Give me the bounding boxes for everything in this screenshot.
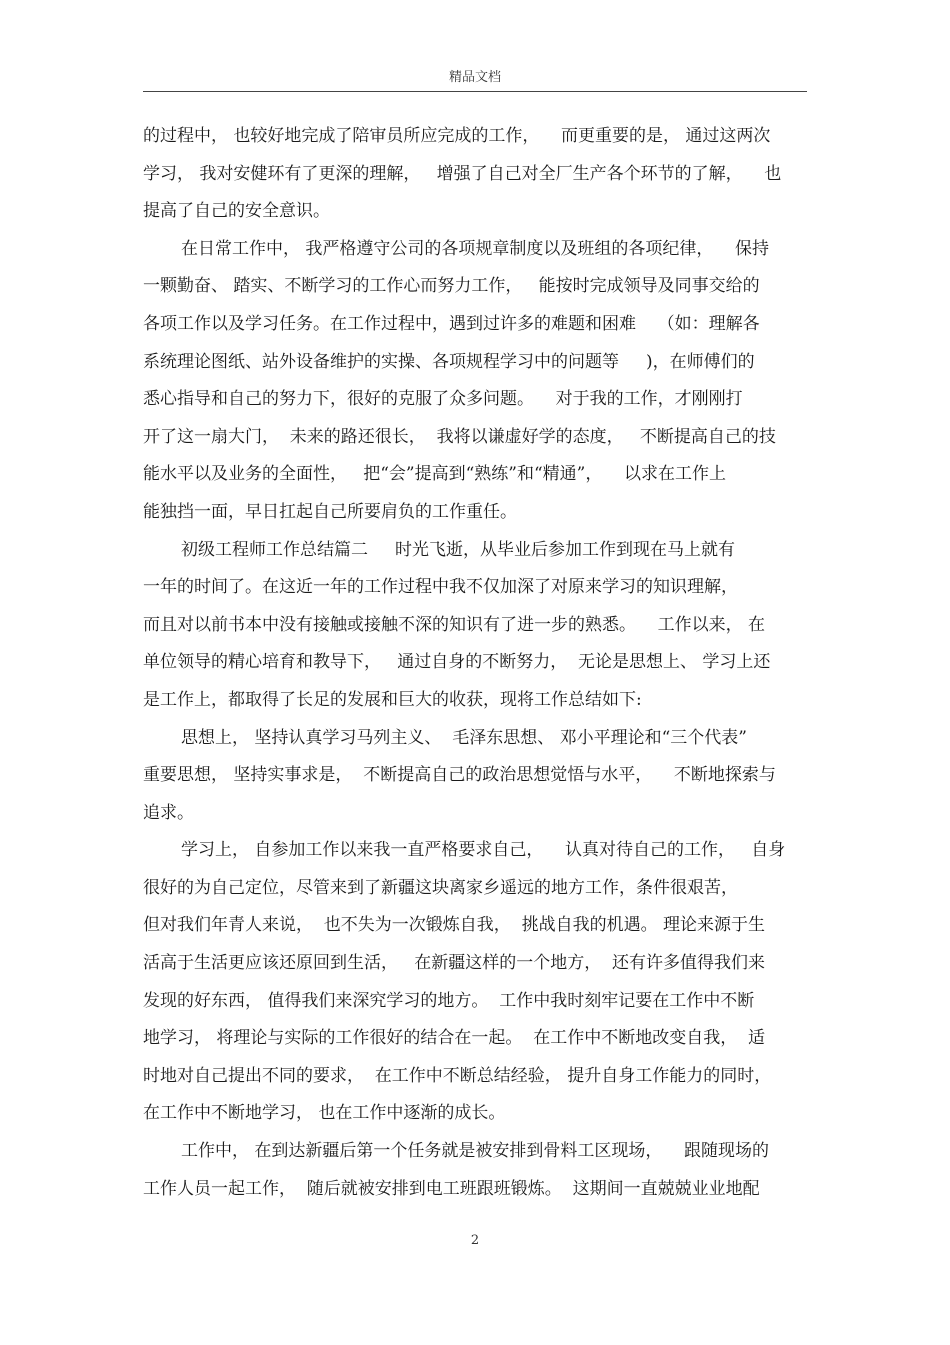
page-number: 2 [470,1233,480,1248]
text-line: 重要思想， 坚持实事求是， 不断提高自己的政治思想觉悟与水平， 不断地探索与 [143,765,776,786]
text-line: 一年的时间了。在这近一年的工作过程中我不仅加深了对原来学习的知识理解， [143,577,738,598]
text-line: 一颗勤奋、 踏实、不断学习的工作心而努力工作， 能按时完成领导及同事交给的 [143,276,760,297]
text-line: 思想上， 坚持认真学习马列主义、 毛泽东思想、 邓小平理论和“三个代表” [181,727,747,748]
text-line: 活高于生活更应该还原回到生活， 在新疆这样的一个地方， 还有许多值得我们来 [143,953,766,974]
text-line: 地学习， 将理论与实际的工作很好的结合在一起。 在工作中不断地改变自我， 适 [143,1028,766,1049]
text-line: 学习， 我对安健环有了更深的理解， 增强了自己对全厂生产各个环节的了解， 也 [143,163,782,184]
text-line: 单位领导的精心培育和教导下， 通过自身的不断努力， 无论是思想上、 学习上还 [143,652,771,673]
text-line: 工作人员一起工作， 随后就被安排到电工班跟班锻炼。 这期间一直兢兢业业地配 [143,1178,760,1199]
text-line: 是工作上，都取得了长足的发展和巨大的收获，现将工作总结如下: [143,689,642,710]
text-line: 悉心指导和自己的努力下，很好的克服了众多问题。 对于我的工作，才刚刚打 [143,389,743,410]
text-line: 在工作中不断地学习， 也在工作中逐渐的成长。 [143,1103,506,1124]
page-header: 精品文档 [448,70,501,85]
text-line: 系统理论图纸、站外设备维护的实操、各项规程学习中的问题等 )，在师傅们的 [143,351,755,372]
text-line: 时地对自己提出不同的要求， 在工作中不断总结经验， 提升自身工作能力的同时， [143,1065,772,1086]
text-line: 能水平以及业务的全面性， 把“会”提高到“熟练”和“精通”， 以求在工作上 [143,464,726,485]
text-line: 很好的为自己定位，尽管来到了新疆这块离家乡遥远的地方工作，条件很艰苦， [143,877,738,898]
text-line: 工作中， 在到达新疆后第一个任务就是被安排到骨料工区现场， 跟随现场的 [181,1141,770,1162]
text-line: 各项工作以及学习任务。在工作过程中，遇到过许多的难题和困难 （如：理解各 [143,313,760,334]
text-line: 而且对以前书本中没有接触或接触不深的知识有了进一步的熟悉。 工作以来， 在 [143,614,766,635]
text-line: 追求。 [143,802,194,823]
header-divider [143,91,807,92]
document-body [143,118,807,1208]
text-line: 学习上， 自参加工作以来我一直严格要求自己， 认真对待自己的工作， 自身 [181,840,786,861]
text-line: 发现的好东西， 值得我们来深究学习的地方。 工作中我时刻牢记要在工作中不断 [143,990,755,1011]
text-line: 但对我们年青人来说， 也不失为一次锻炼自我， 挑战自我的机遇。 理论来源于生 [143,915,766,936]
text-line: 初级工程师工作总结篇二 时光飞逝，从毕业后参加工作到现在马上就有 [181,539,736,560]
text-line: 的过程中， 也较好地完成了陪审员所应完成的工作， 而更重要的是， 通过这两次 [143,126,771,146]
text-line: 能独挡一面，早日扛起自己所要肩负的工作重任。 [143,501,517,522]
text-line: 开了这一扇大门， 未来的路还很长， 我将以谦虚好学的态度， 不断提高自己的技 [143,426,776,447]
text-line: 提高了自己的安全意识。 [143,201,330,222]
text-line: 在日常工作中， 我严格遵守公司的各项规章制度以及班组的各项纪律， 保持 [181,238,770,259]
